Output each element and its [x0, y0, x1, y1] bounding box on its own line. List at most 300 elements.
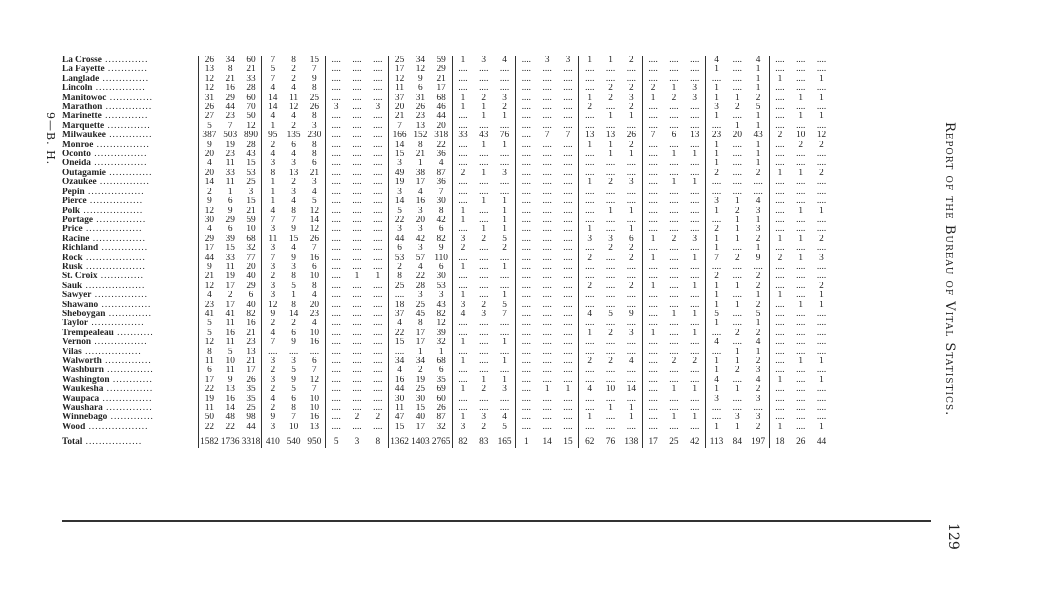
data-cell: ....: [373, 74, 383, 84]
data-cell: 540: [286, 437, 301, 448]
data-cell: 1: [579, 141, 600, 150]
data-cell: ....: [325, 84, 346, 93]
data-cell: ....: [642, 75, 663, 84]
data-cell: ....: [579, 319, 600, 328]
data-cell: 1: [755, 112, 761, 122]
data-cell: ....: [605, 159, 616, 169]
county-label: Sauk: [62, 281, 83, 291]
data-cell: ....: [626, 159, 636, 169]
data-cell: ....: [732, 178, 742, 188]
data-cell: 1: [452, 56, 473, 65]
data-cell: 6: [438, 262, 444, 272]
data-cell: 44: [816, 437, 827, 448]
data-cell: ....: [542, 74, 552, 84]
data-cell: 7: [262, 216, 283, 225]
data-cell: ....: [452, 122, 473, 131]
data-cell: ....: [542, 394, 552, 404]
data-cell: ....: [642, 169, 663, 178]
data-cell: ....: [605, 422, 616, 432]
data-cell: 23: [225, 150, 235, 160]
data-cell: ....: [769, 272, 790, 281]
data-cell: 11: [199, 357, 220, 366]
data-cell: ....: [579, 112, 600, 121]
data-cell: ....: [452, 84, 473, 93]
data-cell: ....: [642, 197, 663, 206]
data-cell: ....: [732, 319, 742, 329]
data-cell: ....: [605, 394, 616, 404]
county-name: Polk ..................: [62, 206, 144, 216]
data-cell: 16: [389, 376, 410, 385]
data-cell: 3: [291, 357, 296, 366]
data-cell: 9: [262, 310, 283, 319]
data-cell: ....: [373, 168, 383, 178]
data-cell: 2: [481, 385, 487, 395]
data-cell: 6: [438, 225, 444, 235]
data-cell: 20: [732, 131, 742, 141]
data-cell: 1: [452, 216, 473, 225]
data-cell: ....: [669, 103, 679, 113]
data-cell: ....: [579, 75, 600, 84]
table-row: [62, 159, 832, 168]
data-cell: ....: [605, 262, 616, 272]
data-cell: ....: [669, 140, 679, 150]
data-cell: 4: [755, 375, 761, 385]
data-cell: ....: [542, 121, 552, 131]
data-cell: 1: [734, 281, 740, 291]
data-cell: ....: [563, 140, 573, 150]
data-cell: ....: [669, 112, 679, 122]
data-cell: 40: [246, 272, 256, 282]
data-cell: ....: [642, 272, 663, 281]
data-cell: 1: [608, 140, 613, 150]
data-cell: ....: [626, 394, 636, 404]
data-cell: 7: [262, 75, 283, 84]
data-cell: ....: [796, 422, 806, 432]
data-cell: ....: [796, 309, 806, 319]
data-cell: ....: [325, 75, 346, 84]
data-cell: ....: [642, 319, 663, 328]
data-cell: 3: [312, 178, 317, 188]
table-row: [62, 357, 832, 366]
data-cell: 34: [389, 357, 410, 366]
data-cell: ....: [479, 178, 489, 188]
data-cell: 19: [225, 140, 235, 150]
data-cell: 1: [819, 74, 824, 84]
county-label: Outagamie: [62, 168, 106, 178]
data-cell: 13: [605, 131, 616, 141]
table-row: [62, 272, 832, 281]
data-cell: 11: [262, 235, 283, 244]
data-cell: ....: [669, 404, 679, 414]
data-cell: ....: [605, 187, 616, 197]
data-cell: 1: [418, 159, 423, 169]
data-cell: 1: [769, 235, 790, 244]
data-cell: 1: [629, 150, 634, 160]
data-cell: ....: [373, 291, 383, 301]
data-cell: ....: [669, 347, 679, 357]
data-cell: 9: [312, 74, 317, 84]
data-cell: 2: [755, 281, 761, 291]
data-cell: 3: [629, 178, 634, 188]
data-cell: ....: [769, 301, 790, 310]
data-cell: 2: [819, 168, 824, 178]
data-cell: 3: [389, 159, 410, 168]
data-cell: ....: [515, 112, 536, 121]
data-cell: ....: [325, 225, 346, 234]
data-cell: ....: [669, 187, 679, 197]
data-cell: 2: [227, 291, 233, 301]
data-cell: ....: [732, 375, 742, 385]
data-cell: ....: [732, 394, 742, 404]
data-cell: ....: [479, 244, 489, 254]
data-cell: ....: [373, 319, 383, 329]
data-cell: ....: [515, 366, 536, 375]
county-name: Monroe ................: [62, 140, 150, 150]
data-cell: 17: [225, 300, 235, 310]
data-cell: 12: [288, 103, 299, 113]
data-cell: 26: [415, 103, 426, 113]
data-cell: ....: [499, 366, 510, 376]
data-cell: ....: [352, 206, 362, 216]
data-cell: 14: [288, 309, 299, 319]
table-row: [62, 141, 832, 150]
data-cell: ....: [732, 291, 742, 301]
data-cell: 1: [755, 65, 761, 75]
data-cell: 26: [309, 103, 320, 113]
data-cell: ....: [452, 150, 473, 159]
data-cell: 1: [629, 206, 634, 216]
data-cell: ....: [352, 215, 362, 225]
data-cell: 17: [642, 432, 663, 447]
data-cell: ....: [515, 178, 536, 187]
data-cell: ....: [690, 338, 700, 348]
data-cell: ....: [373, 197, 383, 207]
data-cell: 6: [291, 394, 296, 404]
data-cell: ....: [542, 422, 552, 432]
data-cell: ....: [515, 385, 536, 394]
data-cell: 16: [309, 338, 320, 348]
data-cell: ....: [499, 404, 510, 414]
data-cell: ....: [373, 140, 383, 150]
data-cell: 8: [262, 169, 283, 178]
data-cell: 1: [642, 282, 663, 291]
data-cell: 44: [389, 235, 410, 244]
data-cell: ....: [542, 150, 552, 160]
data-cell: ....: [563, 159, 573, 169]
data-cell: 50: [246, 112, 256, 122]
data-cell: 95: [262, 131, 283, 140]
data-cell: 5: [199, 329, 220, 338]
data-cell: ....: [563, 338, 573, 348]
data-cell: ....: [732, 84, 742, 94]
data-cell: 11: [225, 319, 235, 329]
table-row: [62, 310, 832, 319]
data-cell: 26: [246, 375, 256, 385]
data-cell: 9: [418, 74, 423, 84]
data-cell: 9: [227, 375, 233, 385]
data-cell: 1: [354, 272, 360, 282]
data-cell: 14: [309, 215, 320, 225]
county-label: La Fayette: [62, 65, 105, 75]
data-cell: 8: [418, 319, 423, 329]
data-cell: 3: [692, 234, 698, 244]
data-cell: ....: [325, 413, 346, 422]
data-cell: 12: [262, 301, 283, 310]
data-cell: ....: [626, 65, 636, 75]
data-cell: ....: [542, 206, 552, 216]
data-cell: 1: [755, 74, 761, 84]
data-cell: ....: [563, 112, 573, 122]
data-cell: 4: [291, 197, 296, 207]
data-cell: 2: [819, 234, 824, 244]
data-cell: 1: [798, 357, 804, 366]
data-cell: 3: [544, 56, 550, 65]
data-cell: ....: [515, 348, 536, 357]
data-cell: ....: [690, 121, 700, 131]
data-cell: 26: [199, 103, 220, 112]
data-cell: 2: [629, 140, 634, 150]
data-cell: ....: [452, 159, 473, 168]
data-cell: 3: [452, 423, 473, 432]
data-cell: ....: [816, 319, 827, 329]
data-cell: 2: [291, 178, 296, 188]
data-cell: ....: [816, 404, 827, 414]
data-cell: 21: [246, 65, 256, 75]
data-cell: ....: [325, 254, 346, 263]
data-cell: 1: [769, 291, 790, 300]
county-name: Total .................: [62, 437, 143, 448]
data-cell: ....: [325, 122, 346, 131]
table-row: [62, 385, 832, 394]
data-cell: ....: [479, 74, 489, 84]
data-cell: 4: [389, 366, 410, 375]
data-cell: ....: [515, 94, 536, 103]
data-cell: ....: [479, 121, 489, 131]
data-cell: ....: [542, 253, 552, 263]
data-cell: 36: [436, 178, 446, 188]
data-cell: 3: [262, 376, 283, 385]
data-cell: 19: [199, 395, 220, 404]
data-cell: ....: [563, 422, 573, 432]
county-name: Richland ..............: [62, 244, 149, 254]
data-cell: ....: [542, 187, 552, 197]
data-cell: ....: [515, 225, 536, 234]
data-cell: 9: [629, 309, 634, 319]
data-cell: ....: [325, 94, 346, 103]
total-row: [62, 432, 832, 447]
data-cell: 1: [481, 197, 487, 207]
data-cell: 2: [755, 357, 761, 366]
data-cell: ....: [796, 178, 806, 188]
data-cell: 2: [755, 168, 761, 178]
data-cell: ....: [352, 197, 362, 207]
data-cell: ....: [542, 291, 552, 301]
data-cell: ....: [325, 244, 346, 253]
data-cell: ....: [605, 65, 616, 75]
data-cell: 8: [291, 272, 296, 282]
data-cell: 25: [389, 56, 410, 65]
data-cell: ....: [579, 150, 600, 159]
data-cell: 1: [798, 234, 804, 244]
data-cell: 1: [565, 385, 571, 395]
data-cell: 5: [325, 432, 346, 447]
data-cell: ....: [732, 112, 742, 122]
county-label: Richland: [62, 244, 99, 254]
data-cell: 15: [389, 338, 410, 347]
data-cell: ....: [626, 338, 636, 348]
data-cell: 41: [225, 309, 235, 319]
county-name: Marquette .............: [62, 121, 151, 131]
data-cell: ....: [325, 263, 346, 272]
data-cell: 1: [579, 329, 600, 338]
data-cell: 4: [389, 319, 410, 328]
data-cell: 8: [438, 206, 444, 216]
data-cell: 23: [246, 338, 256, 348]
data-cell: 4: [629, 357, 634, 366]
data-cell: ....: [669, 197, 679, 207]
data-cell: ....: [642, 207, 663, 216]
data-cell: ....: [325, 65, 346, 74]
data-cell: ....: [690, 375, 700, 385]
data-cell: 1: [755, 347, 761, 357]
data-cell: ....: [515, 65, 536, 74]
data-cell: 3: [706, 103, 727, 112]
county-name: La Fayette ............: [62, 65, 148, 75]
county-name: Racine ................: [62, 234, 146, 244]
data-cell: 4: [291, 112, 296, 122]
data-cell: ....: [642, 357, 663, 366]
data-cell: 15: [389, 423, 410, 432]
data-cell: 3: [291, 187, 296, 197]
data-cell: 1: [418, 347, 423, 357]
table-row: [62, 413, 832, 422]
data-cell: 28: [246, 84, 256, 94]
county-label: Rock: [62, 253, 83, 263]
county-label: Vernon: [62, 338, 92, 348]
data-cell: 3: [452, 235, 473, 244]
data-cell: ....: [669, 262, 679, 272]
data-cell: 1: [629, 225, 634, 235]
table-row: [62, 338, 832, 347]
data-cell: ....: [605, 197, 616, 207]
data-cell: ....: [605, 347, 616, 357]
data-cell: 17: [436, 84, 446, 94]
data-cell: ....: [769, 103, 790, 112]
data-cell: 8: [312, 112, 317, 122]
county-label: Waupaca: [62, 394, 100, 404]
data-cell: ....: [515, 159, 536, 168]
table-row: [62, 122, 832, 131]
data-cell: 1: [734, 357, 740, 366]
data-cell: 12: [199, 207, 220, 216]
data-cell: 82: [436, 309, 446, 319]
data-cell: 15: [288, 234, 299, 244]
data-cell: ....: [563, 291, 573, 301]
data-cell: 1: [692, 328, 698, 338]
data-cell: ....: [352, 131, 362, 141]
data-cell: 11: [225, 178, 235, 188]
data-cell: 1: [798, 93, 804, 103]
data-cell: 1: [734, 300, 740, 310]
data-cell: ....: [769, 178, 790, 187]
data-cell: 30: [389, 395, 410, 404]
data-cell: 22: [225, 422, 235, 432]
data-cell: 1: [706, 112, 727, 121]
data-cell: 1: [608, 206, 613, 216]
data-cell: 44: [246, 422, 256, 432]
data-cell: ....: [452, 254, 473, 263]
data-cell: ....: [499, 272, 510, 282]
data-cell: 3: [262, 244, 283, 253]
data-cell: 2: [579, 103, 600, 112]
data-cell: 2: [769, 254, 790, 263]
data-cell: 1: [734, 234, 740, 244]
data-cell: ....: [579, 65, 600, 74]
data-cell: 17: [225, 281, 235, 291]
data-cell: ....: [796, 197, 806, 207]
data-cell: ....: [352, 281, 362, 291]
data-cell: 4: [312, 291, 317, 301]
data-cell: 20: [436, 121, 446, 131]
data-cell: 2: [502, 103, 507, 113]
data-cell: 44: [199, 254, 220, 263]
data-cell: 14: [262, 103, 283, 112]
data-cell: ....: [690, 187, 700, 197]
data-cell: 3: [565, 56, 571, 65]
data-cell: 17: [415, 328, 426, 338]
data-cell: ....: [769, 385, 790, 394]
data-cell: ....: [373, 394, 383, 404]
table-row: [62, 56, 832, 65]
data-cell: 17: [415, 338, 426, 348]
data-cell: 6: [248, 291, 254, 301]
county-name: Langlade ..............: [62, 74, 150, 84]
data-cell: 17: [415, 178, 426, 188]
county-label: St. Croix: [62, 272, 98, 282]
data-cell: ....: [769, 348, 790, 357]
data-cell: ....: [579, 122, 600, 131]
county-name: Marinette .............: [62, 112, 149, 122]
data-cell: 3: [819, 253, 824, 263]
data-cell: 39: [436, 328, 446, 338]
data-cell: ....: [542, 140, 552, 150]
data-cell: 1: [481, 112, 487, 122]
data-cell: ....: [515, 216, 536, 225]
data-cell: 1: [481, 103, 487, 113]
data-cell: 2: [579, 254, 600, 263]
table-row: [62, 282, 832, 291]
data-cell: 1: [734, 347, 740, 357]
data-cell: 7: [262, 254, 283, 263]
data-cell: 4: [312, 319, 317, 329]
data-cell: ....: [626, 74, 636, 84]
data-cell: 14: [225, 404, 235, 414]
data-cell: ....: [669, 159, 679, 169]
data-cell: 32: [436, 338, 446, 348]
data-cell: 19: [389, 178, 410, 187]
data-cell: 3: [734, 413, 740, 423]
data-cell: ....: [690, 244, 700, 254]
data-cell: 21: [246, 328, 256, 338]
data-cell: ....: [690, 206, 700, 216]
table-row: [62, 291, 832, 300]
data-cell: 12: [436, 319, 446, 329]
data-cell: 1: [671, 413, 677, 423]
data-cell: ....: [605, 168, 616, 178]
data-cell: 11: [225, 338, 235, 348]
data-cell: 2: [481, 234, 487, 244]
data-cell: ....: [605, 375, 616, 385]
